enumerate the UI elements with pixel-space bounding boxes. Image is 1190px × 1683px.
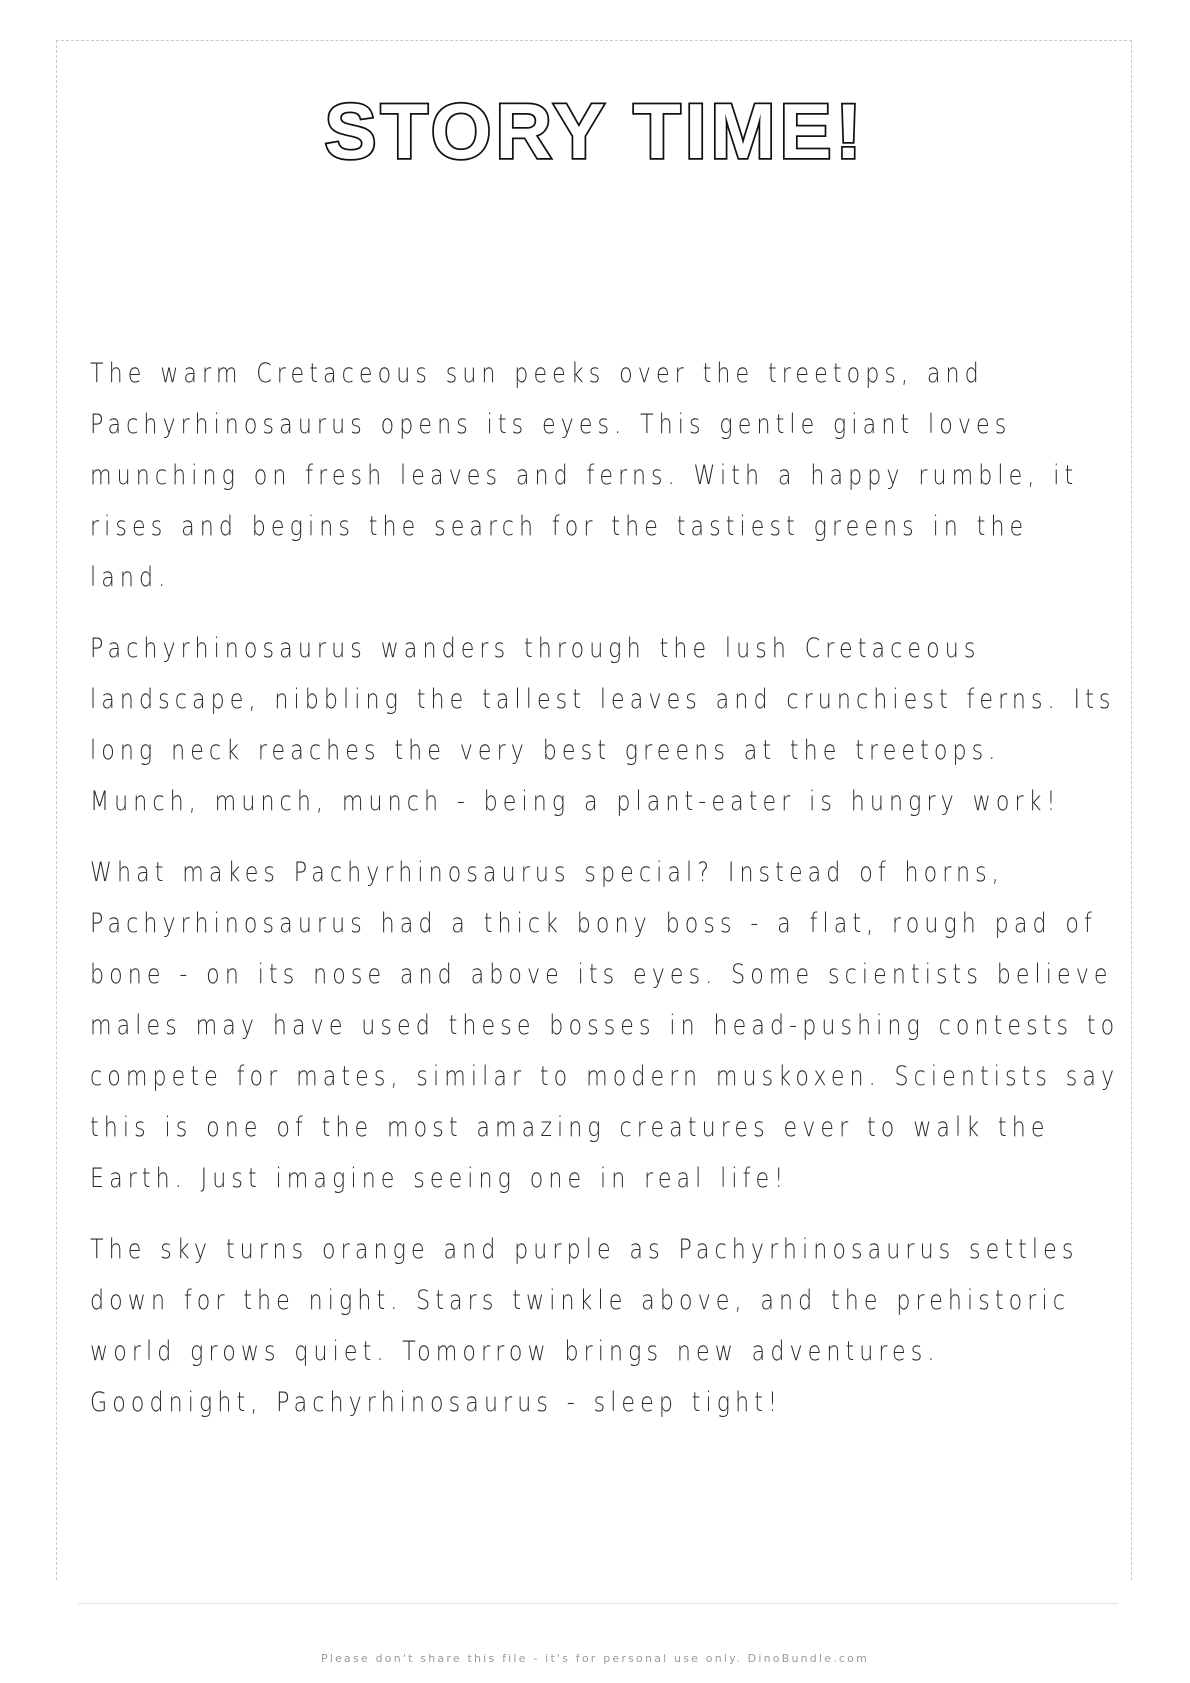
story-paragraph-4: The sky turns orange and purple as Pachyrhinosaurus settles down for the night. Stars twinkle above, and the prehistoric world grows quiet. Tomorrow brings new adventures. Goodnight, Pachyrhinosaurus - sleep tight! — [90, 1234, 1079, 1418]
page-title: STORY TIME! — [324, 87, 866, 175]
story-paragraph-2: Pachyrhinosaurus wanders through the lush Cretaceous landscape, nibbling the tallest leaves and crunchiest ferns. Its long neck reaches the very best greens at the treetops. Munch, munch, munch - being a plant-eater is hungry work! — [90, 633, 1116, 817]
footer-notice: Please don't share this file - it's for personal use only. DinoBundle.com — [321, 1652, 869, 1665]
story-paragraph-1: The warm Cretaceous sun peeks over the treetops, and Pachyrhinosaurus opens its eyes. This gentle giant loves munching on fresh leaves and ferns. With a happy rumble, it rises and begins the search for the tastiest greens in the land. — [90, 358, 1079, 593]
footer-divider — [78, 1603, 1118, 1604]
story-paragraph-3: What makes Pachyrhinosaurus special? Instead of horns, Pachyrhinosaurus had a thick bony boss - a flat, rough pad of bone - on its nose and above its eyes. Some scientists believe males may have used these bosses in head-pushing contests to compete for mates, similar to modern muskoxen. Scientists say this is one of the most amazing creatures ever to walk the Earth. Just imagine seeing one in real life! — [90, 857, 1120, 1194]
story-body — [90, 348, 1120, 1448]
